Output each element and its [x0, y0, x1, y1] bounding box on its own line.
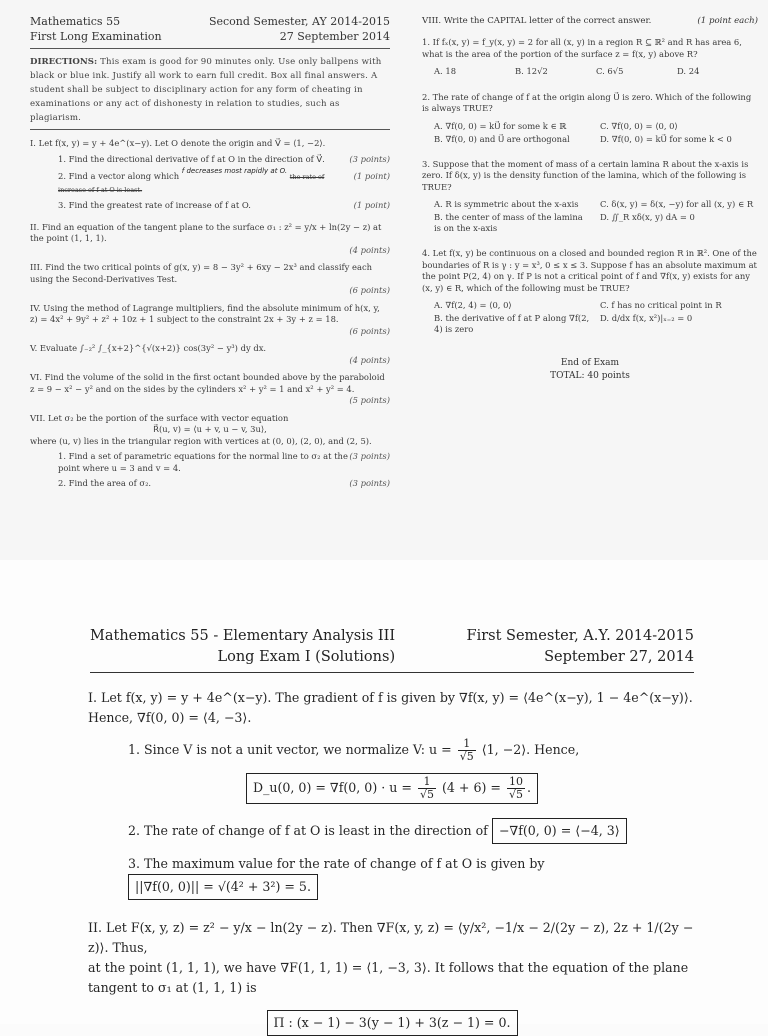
denominator: √5	[419, 788, 434, 801]
choice-c: C. δ(x, y) = δ(x, −y) for all (x, y) ∈ R	[600, 199, 754, 209]
solution-1-2	[88, 818, 696, 844]
header-divider	[30, 48, 390, 49]
choice-b: B. ∇f(0, 0) and U⃗ are orthogonal	[434, 133, 570, 144]
boxed-answer: D_u(0, 0) = ∇f(0, 0) · u = $\frac{1}{√5}$ (4 + 6) = $\frac{10}{√5}$ .	[246, 773, 538, 804]
solution-1-3	[88, 854, 696, 900]
choice-c: C. ∇f(0, 0) = ⟨0, 0⟩	[600, 120, 678, 131]
question-text: 1. If fₓ(x, y) = f_y(x, y) = 2 for all (x, y) in a region R ⊆ ℝ² and R has area 6, what is the area of the portion of the surface z = f(x, y) above R?	[422, 37, 742, 59]
vector-equation: R⃗(u, v) = ⟨u + v, u − v, 3u⟩,	[153, 424, 267, 434]
exam-header-row-1	[30, 14, 390, 29]
boxed-answer: −∇f(0, 0) = ⟨−4, 3⟩	[492, 818, 627, 844]
question-text: VI. Find the volume of the solid in the first octant bounded above by the paraboloid z = 9 − x² − y² and on the sides by the cylinders x² + y² = 1 and x² + y² = 4.	[30, 372, 385, 394]
mc-choices	[422, 121, 758, 145]
exam-left-column	[30, 14, 390, 490]
solution-text: 2. The rate of change of f at O is least in the direction of	[128, 823, 488, 838]
numerator: 1	[418, 776, 436, 789]
points-label: (3 points)	[349, 153, 390, 164]
choice-d: D. d/dx f(x, x²)|ₓ₌₂ = 0	[600, 313, 693, 323]
solutions-date: September 27, 2014	[544, 649, 694, 665]
question-text: VII. Let σ₂ be the portion of the surface with vector equation	[30, 412, 289, 423]
question-7-2	[30, 478, 390, 490]
solution-1-1	[88, 738, 696, 763]
question-text: 1. Find the directional derivative of f at O in the direction of V⃗.	[58, 153, 325, 164]
points-label: (6 points)	[349, 285, 390, 295]
choice-d: D. 24	[677, 66, 700, 76]
choice-b: B. the center of mass of the lamina is on the x-axis	[434, 212, 583, 233]
question-7	[30, 413, 390, 490]
directions	[30, 55, 390, 125]
solution-text: 3. The maximum value for the rate of change of f at O is given by	[128, 856, 545, 871]
struck-text: the rate of increase of f at O is least.	[58, 173, 325, 194]
directions-text: This exam is good for 90 minutes only. Use only ballpens with black or blue ink. Justify all work to earn full credit. Box all final answers. A student shall be subject to disciplinary action for any form of cheating in examinations or any act of dishonesty in relation to studies, such as plagiarism.	[30, 57, 382, 123]
question-text: 1. Find a set of parametric equations for the normal line to σ₂ at the point where u = 3 and v = 4.	[58, 451, 348, 473]
end-of-exam	[422, 357, 758, 383]
mc-choices	[422, 66, 758, 78]
question-text: 2. Find a vector along which	[58, 171, 180, 181]
question-7-1	[30, 451, 390, 474]
choice-d: D. ∇f(0, 0) = kU⃗ for some k < 0	[600, 133, 732, 144]
points-label: (4 points)	[349, 354, 390, 365]
question-text: V. Evaluate ∫₋₂² ∫_{x+2}^{√(x+2)} cos(3y² − y³) dy dx.	[30, 343, 267, 353]
question-text: 4. Let f(x, y) be continuous on a closed and bounded region R in ℝ². One of the boundaries of R is γ : y = x³, 0 ≤ x ≤ 3. Suppose f has an absolute maximum at the point P(2, 4) on γ. If P is not a critical point of f and ∇f(x, y) exists for any (x, y) ∈ R, which of the following must be TRUE?	[422, 248, 757, 293]
solution-1-1-answer	[88, 773, 696, 804]
points-label: (3 points)	[349, 451, 390, 461]
solutions-exam-title: Long Exam I (Solutions)	[217, 649, 396, 665]
choice-b: B. the derivative of f at P along ∇f(2, 4) is zero	[434, 313, 590, 334]
question-text: II. Find an equation of the tangent plane to the surface σ₁ : z² = y/x + ln(2y − z) at the point (1, 1, 1).	[30, 221, 382, 243]
fraction	[507, 776, 525, 801]
mc-question-1	[422, 37, 758, 78]
points-label: (4 points)	[349, 244, 390, 255]
solution-1-intro: I. Let f(x, y) = y + 4e^(x−y). The gradient of f is given by ∇f(x, y) = ⟨4e^(x−y), 1 − 4e^(x−y)⟩. Hence, ∇f(0, 0) = ⟨4, −3⟩.	[88, 690, 693, 725]
points-label: (1 point each)	[697, 16, 758, 26]
choice-c: C. f has no critical point in R	[600, 300, 722, 310]
total-points: TOTAL: 40 points	[550, 371, 630, 381]
choice-b: B. 12√2	[515, 66, 548, 76]
question-text: VIII. Write the CAPITAL letter of the correct answer.	[422, 16, 652, 26]
denominator: √5	[459, 750, 474, 763]
exam-name: First Long Examination	[30, 30, 162, 43]
semester: Second Semester, AY 2014-2015	[208, 15, 390, 28]
directions-label: DIRECTIONS:	[30, 57, 98, 67]
end-label: End of Exam	[560, 358, 620, 368]
points-label: (3 points)	[349, 478, 390, 488]
question-1-1	[30, 154, 390, 166]
question-text: 2. Find the area of σ₂.	[58, 478, 152, 488]
numerator: 1	[458, 738, 476, 751]
mc-choices	[422, 300, 758, 335]
question-1-intro: I. Let f(x, y) = y + 4e^(x−y). Let O denote the origin and V⃗ = ⟨1, −2⟩.	[30, 138, 326, 148]
mc-question-2	[422, 92, 758, 145]
choice-c: C. 6√5	[596, 66, 624, 76]
solution-2	[88, 918, 696, 998]
boxed-answer: ||∇f(0, 0)|| = √(4² + 3²) = 5.	[128, 874, 318, 900]
exam-date: 27 September 2014	[279, 30, 390, 43]
solutions-body	[88, 688, 696, 1036]
solutions-course-title: Mathematics 55 - Elementary Analysis III	[90, 628, 396, 644]
points-label: (1 point)	[353, 200, 390, 210]
choice-a: A. ∇f(2, 4) = ⟨0, 0⟩	[434, 300, 512, 310]
question-5	[30, 343, 390, 366]
choice-a: A. R is symmetric about the x-axis	[434, 199, 579, 209]
solution-2-answer	[88, 1010, 696, 1036]
solution-text: at the point (1, 1, 1), we have ∇F(1, 1, 1) = ⟨1, −3, 3⟩. It follows that the equation of the plane tangent to σ₁ at (1, 1, 1) is	[88, 960, 689, 995]
question-1-2	[30, 167, 390, 196]
solutions-semester: First Semester, A.Y. 2014-2015	[466, 628, 694, 644]
question-text: 3. Find the greatest rate of increase of f at O.	[58, 200, 251, 210]
answer-text: D_u(0, 0) = ∇f(0, 0) · u =	[253, 780, 412, 795]
handwritten-correction: f decreases most rapidly at O.	[181, 167, 288, 175]
question-1-3	[30, 200, 390, 212]
question-text: IV. Using the method of Lagrange multipliers, find the absolute minimum of h(x, y, z) = 4x² + 9y² + z² + 10z + 1 subject to the constraint 2x + 3y + z = 18.	[30, 302, 380, 324]
directions-divider	[30, 129, 390, 130]
fraction	[418, 776, 436, 801]
exam-header-row-2	[30, 29, 390, 44]
question-8-header	[422, 14, 758, 29]
exam-right-column	[422, 14, 758, 383]
solution-text: II. Let F(x, y, z) = z² − y/x − ln(2y − z). Then ∇F(x, y, z) = ⟨y/x², −1/x − 2/(2y − z), 2z + 1/(2y − z)⟩. Thus,	[88, 920, 694, 955]
solutions-sheet	[0, 560, 768, 1030]
solutions-header-left	[90, 626, 395, 668]
question-1	[30, 138, 390, 212]
question-text: III. Find the two critical points of g(x, y) = 8 − 3y² + 6xy − 2x³ and classify each using the Second-Derivatives Test.	[30, 262, 373, 284]
question-2	[30, 222, 390, 257]
mc-choices	[422, 199, 758, 234]
solutions-header-right	[467, 626, 694, 668]
question-text: where (u, v) lies in the triangular region with vertices at (0, 0), (2, 0), and (2, 5).	[30, 435, 372, 446]
solution-text: 1. Since V is not a unit vector, we normalize V: u =	[128, 742, 452, 757]
choice-a: A. ∇f(0, 0) = kU⃗ for some k ∈ ℝ	[434, 120, 567, 131]
choice-d: D. ∬_R xδ(x, y) dA = 0	[600, 212, 695, 222]
mc-question-3	[422, 159, 758, 235]
choice-a: A. 18	[434, 66, 457, 76]
points-label: (1 point)	[353, 171, 390, 181]
course-name: Mathematics 55	[30, 15, 121, 28]
question-3	[30, 262, 390, 297]
denominator: √5	[508, 788, 523, 801]
question-4	[30, 303, 390, 338]
answer-text: (4 + 6) =	[441, 780, 501, 795]
question-6	[30, 372, 390, 407]
question-text: 2. The rate of change of f at the origin along U⃗ is zero. Which of the following is always TRUE?	[422, 91, 752, 113]
points-label: (6 points)	[349, 325, 390, 336]
boxed-answer: Π : (x − 1) − 3(y − 1) + 3(z − 1) = 0.	[267, 1010, 518, 1036]
solution-text: ⟨1, −2⟩. Hence,	[481, 742, 580, 757]
fraction	[458, 738, 476, 763]
solutions-header	[90, 626, 694, 668]
points-label: (5 points)	[349, 395, 390, 405]
question-text: 3. Suppose that the moment of mass of a certain lamina R about the x-axis is zero. If δ(x, y) is the density function of the lamina, which of the following is TRUE?	[422, 158, 749, 192]
solutions-divider	[90, 672, 694, 673]
numerator: 10	[507, 776, 525, 789]
mc-question-4	[422, 248, 758, 335]
